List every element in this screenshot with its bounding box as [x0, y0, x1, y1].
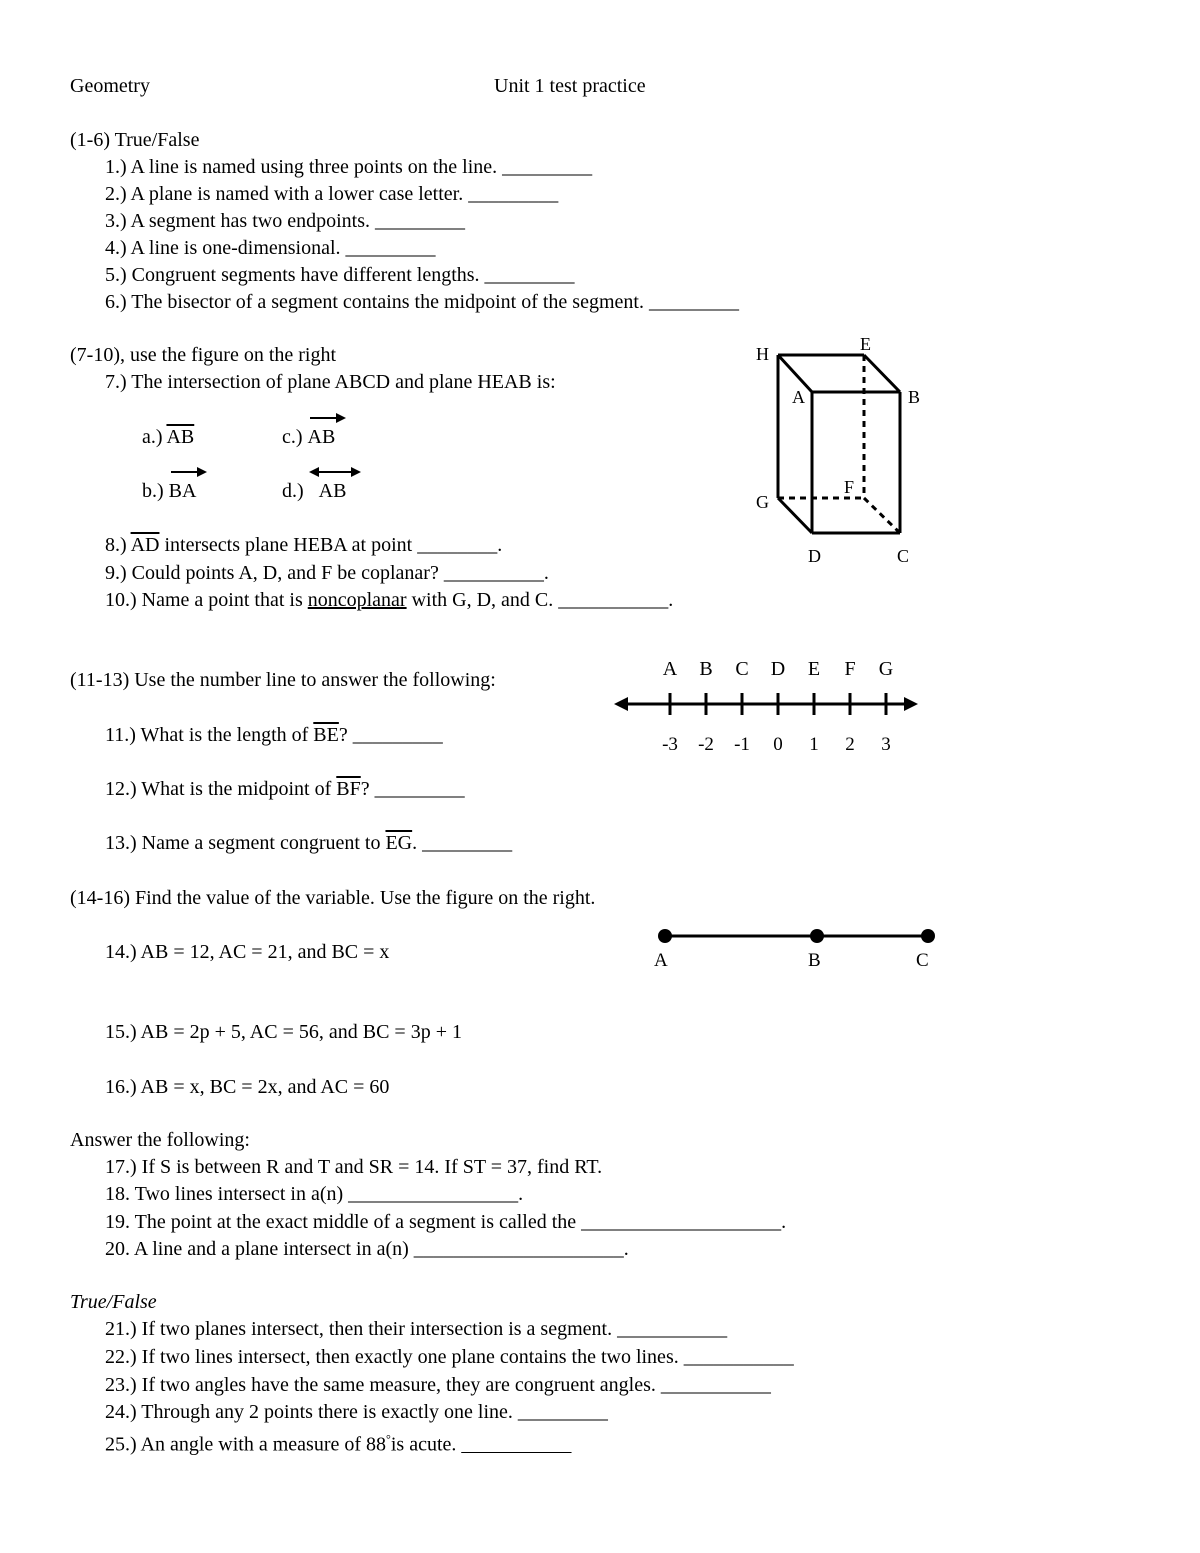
question-3: 3.) A segment has two endpoints. _________	[105, 210, 465, 232]
number-line-figure	[610, 650, 930, 760]
number-line-letter: F	[844, 658, 856, 680]
question-6: 6.) The bisector of a segment contains the midpoint of the segment. _________	[105, 291, 739, 313]
question-9: 9.) Could points A, D, and F be coplanar? __________.	[105, 562, 549, 584]
segment-BE: $\overline{BE}$	[313, 724, 339, 746]
point-label-B: B	[808, 950, 821, 971]
question-14: 14.) AB = 12, AC = 21, and BC = x	[105, 941, 390, 963]
prism-label-E: E	[860, 334, 871, 354]
section-heading-1-6: (1-6) True/False	[70, 129, 200, 151]
point-B	[810, 929, 824, 943]
question-11: 11.) What is the length of $\overline{BE}$? _________	[105, 724, 443, 746]
prism-label-G: G	[756, 492, 769, 512]
section-heading-answer: Answer the following:	[70, 1129, 250, 1151]
number-line-value: -3	[662, 734, 678, 755]
choice-a-label: a.)	[142, 426, 163, 448]
choice-b	[142, 479, 196, 503]
question-10: 10.) Name a point that is noncoplanar with G, D, and C. ___________.	[105, 589, 674, 611]
choice-c-ray: AB	[308, 425, 336, 449]
choice-a-segment: $\overline{AB}$	[166, 426, 195, 448]
choice-c-label: c.)	[282, 426, 303, 448]
segment-BF: $\overline{BF}$	[336, 778, 361, 800]
segment-AD: $\overline{AD}$	[130, 534, 160, 556]
question-22: 22.) If two lines intersect, then exactly one plane contains the two lines. ___________	[105, 1346, 794, 1368]
prism-label-A: A	[792, 387, 805, 407]
course-name: Geometry	[70, 75, 150, 97]
question-4: 4.) A line is one-dimensional. _________	[105, 237, 436, 259]
prism-label-H: H	[756, 344, 769, 364]
left-arrow-icon	[614, 697, 628, 711]
number-line-letter: B	[699, 658, 713, 680]
section-heading-7-10: (7-10), use the figure on the right	[70, 344, 337, 366]
prism-label-C: C	[897, 546, 910, 566]
section-heading-14-16: (14-16) Find the value of the variable. Use the figure on the right.	[70, 887, 596, 909]
number-line-value: 0	[773, 734, 783, 755]
question-17: 17.) If S is between R and T and SR = 14. If ST = 37, find RT.	[105, 1156, 603, 1178]
choice-c	[282, 425, 335, 449]
number-line-value: -2	[698, 734, 714, 755]
right-arrow-icon	[904, 697, 918, 711]
number-line-value: 1	[809, 734, 819, 755]
number-line-letter: A	[662, 658, 678, 680]
point-label-A: A	[654, 950, 668, 971]
question-21: 21.) If two planes intersect, then their intersection is a segment. ___________	[105, 1318, 728, 1340]
prism-label-B: B	[908, 387, 921, 407]
line-arrow-icon	[309, 466, 361, 478]
number-line-value: -1	[734, 734, 750, 755]
question-5: 5.) Congruent segments have different lengths. _________	[105, 264, 575, 286]
choice-d	[282, 479, 346, 503]
choice-a	[142, 425, 194, 449]
question-12: 12.) What is the midpoint of $\overline{BF}$? _________	[105, 778, 465, 800]
question-19: 19. The point at the exact middle of a segment is called the ____________________.	[105, 1211, 787, 1233]
question-2: 2.) A plane is named with a lower case letter. _________	[105, 183, 559, 205]
question-7: 7.) The intersection of plane ABCD and plane HEAB is:	[105, 371, 556, 393]
number-line-letter: E	[807, 658, 821, 680]
question-1: 1.) A line is named using three points on the line. _________	[105, 156, 593, 178]
question-25: 25.) An angle with a measure of 88°is acute. ___________	[105, 1432, 572, 1456]
question-16: 16.) AB = x, BC = 2x, and AC = 60	[105, 1076, 390, 1098]
question-13: 13.) Name a segment congruent to $\overline{EG}$. _________	[105, 832, 513, 854]
prism-label-D: D	[808, 546, 821, 566]
number-line-value: 3	[881, 734, 891, 755]
point-A	[658, 929, 672, 943]
prism-label-F: F	[844, 477, 855, 497]
section-heading-11-13: (11-13) Use the number line to answer the following:	[70, 669, 496, 691]
choice-d-line: AB	[309, 479, 347, 503]
section-heading-true-false: True/False	[70, 1291, 157, 1313]
question-8: 8.) $\overline{AD}$ intersects plane HEBA at point ________.	[105, 534, 503, 556]
choice-b-ray: BA	[169, 479, 197, 503]
segment-EG: $\overline{EG}$	[385, 832, 413, 854]
ray-arrow-icon	[169, 466, 207, 478]
point-C	[921, 929, 935, 943]
page-title: Unit 1 test practice	[494, 75, 646, 97]
number-line-value: 2	[845, 734, 855, 755]
segment-ABC-figure	[650, 920, 950, 975]
question-24: 24.) Through any 2 points there is exactly one line. _________	[105, 1401, 608, 1423]
ray-arrow-icon	[308, 412, 346, 424]
choice-b-label: b.)	[142, 480, 164, 502]
question-15: 15.) AB = 2p + 5, AC = 56, and BC = 3p + 1	[105, 1021, 462, 1043]
number-line-letter: C	[735, 658, 749, 680]
number-line-letter: D	[770, 658, 786, 680]
question-20: 20. A line and a plane intersect in a(n) _____________________.	[105, 1238, 629, 1260]
choice-d-label: d.)	[282, 480, 304, 502]
question-18: 18. Two lines intersect in a(n) _________________.	[105, 1183, 524, 1205]
question-23: 23.) If two angles have the same measure, they are congruent angles. ___________	[105, 1374, 771, 1396]
point-label-C: C	[916, 950, 929, 971]
number-line-letter: G	[878, 658, 894, 680]
rectangular-prism-figure	[740, 330, 940, 570]
